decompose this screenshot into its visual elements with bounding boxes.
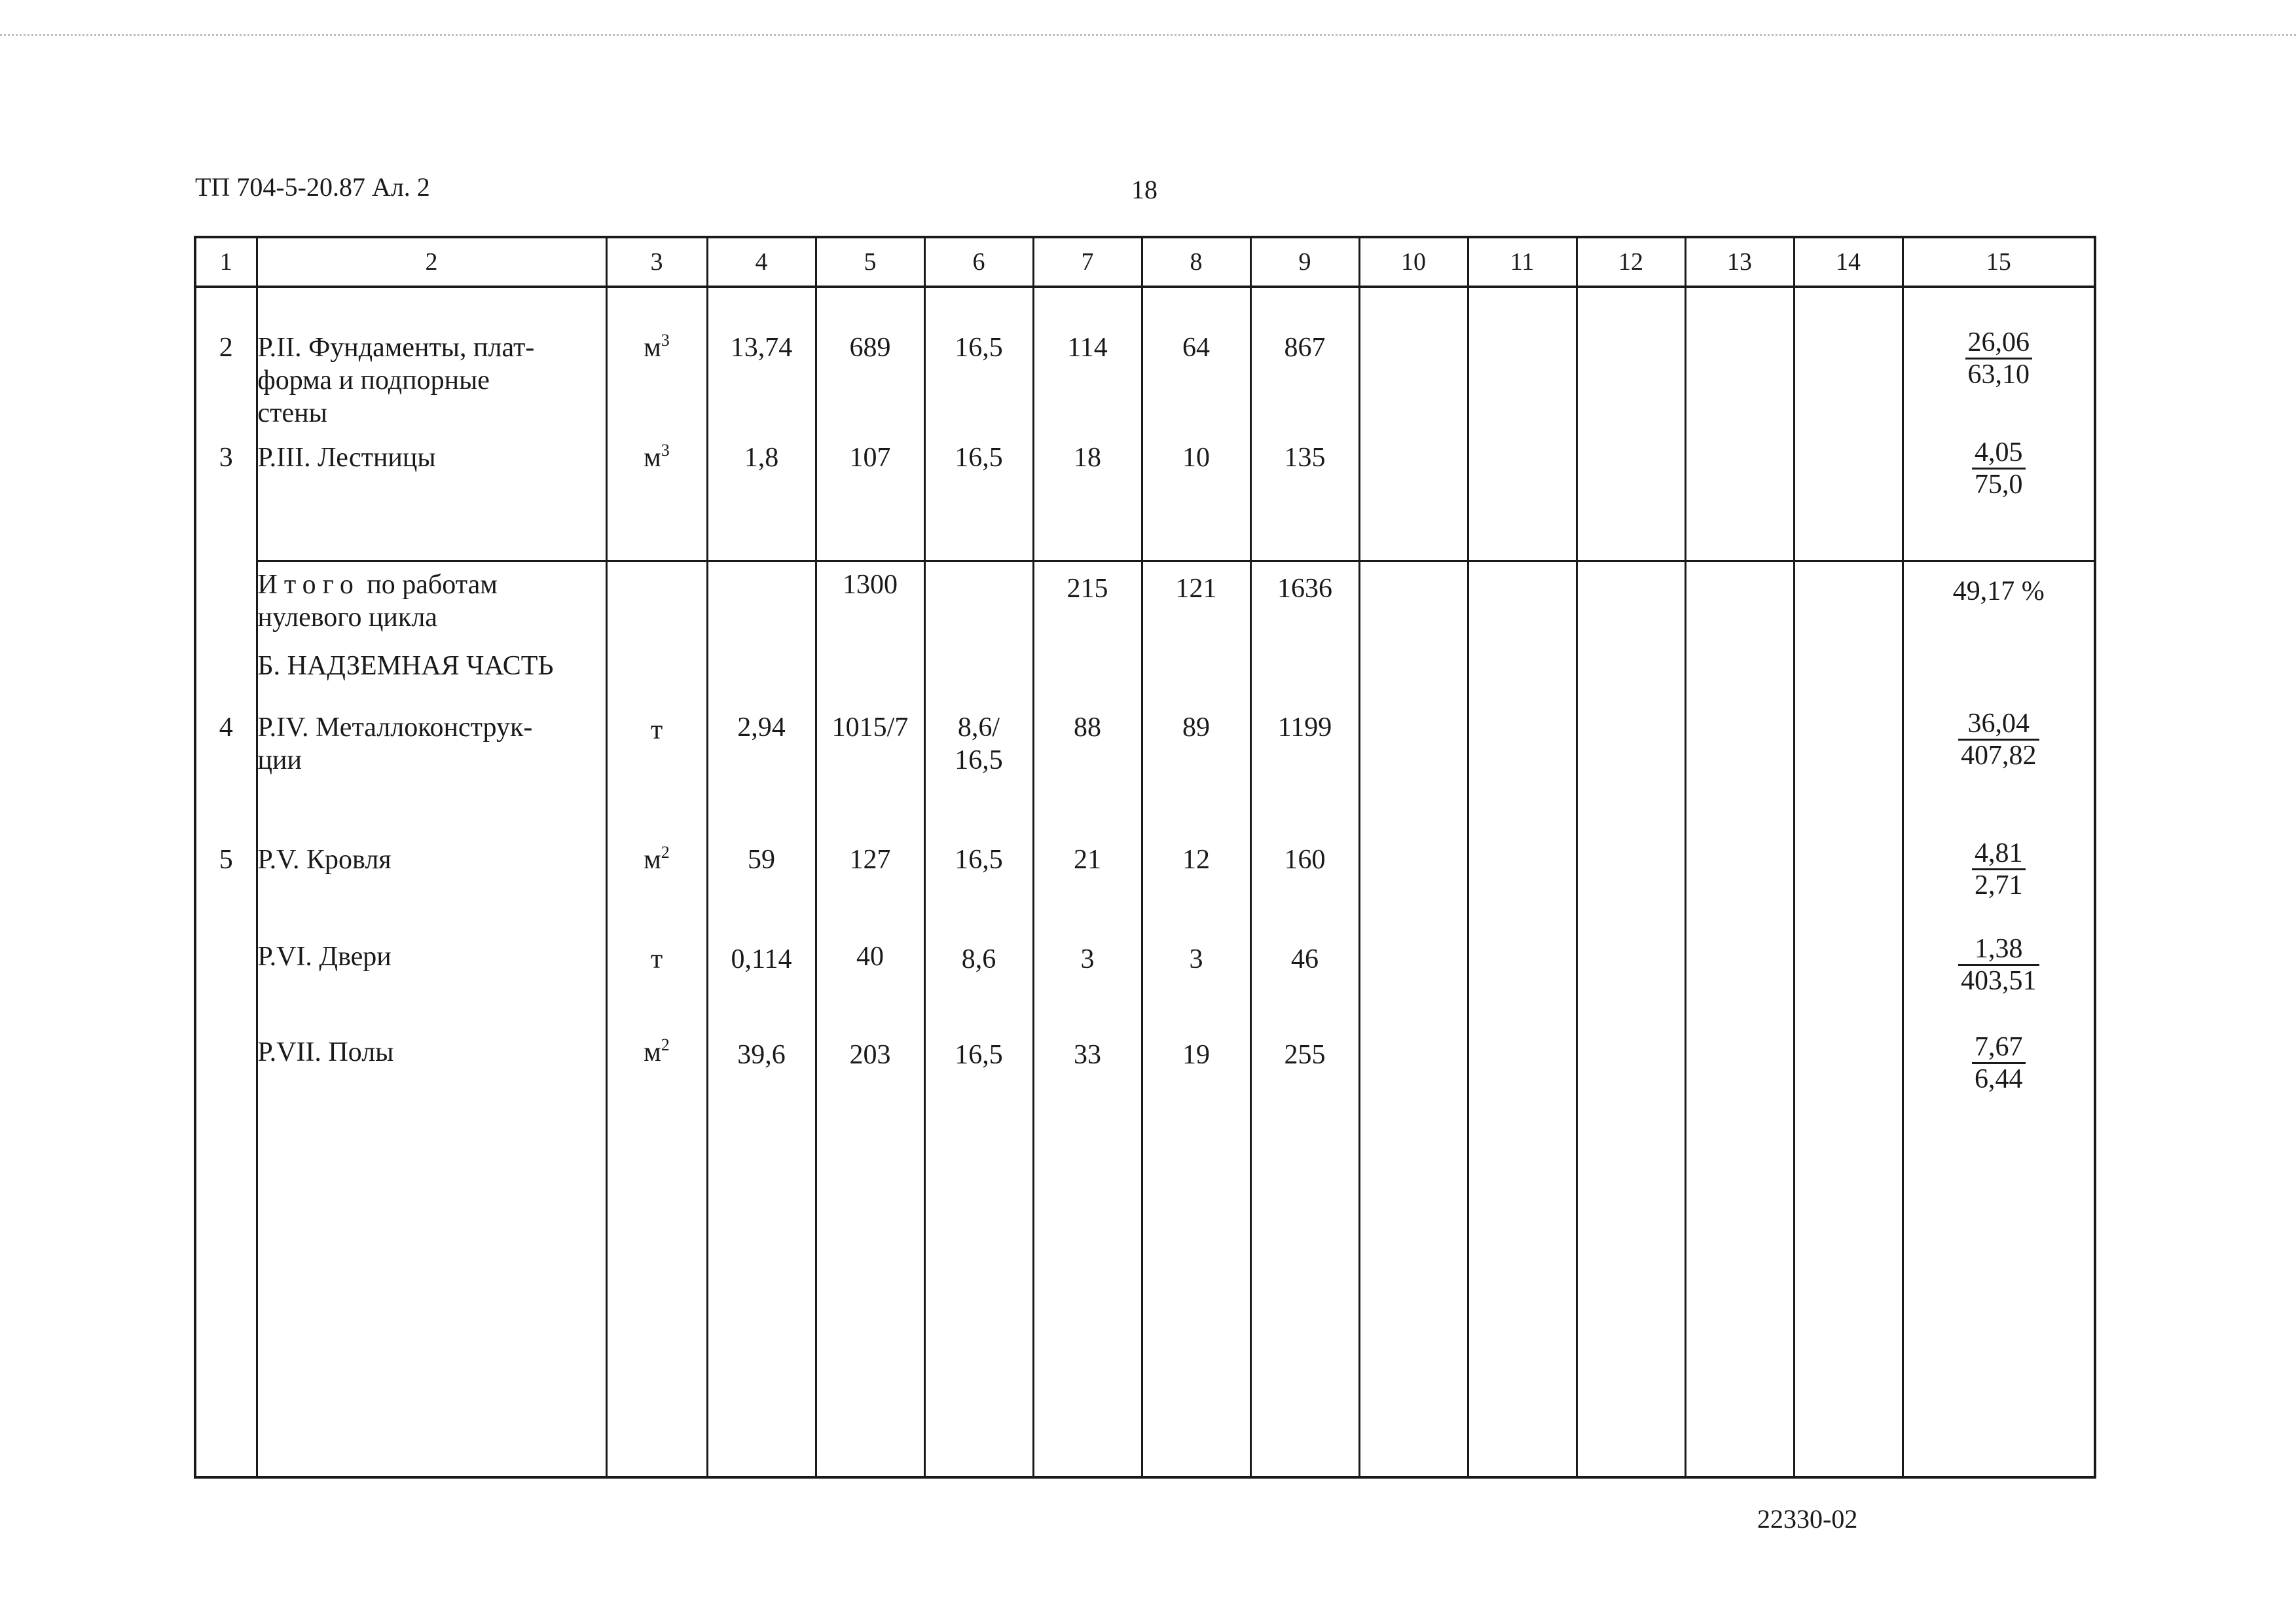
- fraction-denominator: 75,0: [1975, 470, 2023, 500]
- work-name: [257, 1032, 606, 1477]
- empty-cell: [1685, 430, 1794, 561]
- empty-cell: [1685, 692, 1794, 836]
- result-fraction: [1958, 934, 2039, 996]
- result-fraction: [1958, 709, 2039, 771]
- column-header: 10: [1359, 237, 1468, 287]
- result-fraction: [1965, 327, 2033, 390]
- empty-cell: [1468, 836, 1576, 934]
- subtotal-row: [195, 561, 2095, 646]
- empty-cell: [1033, 646, 1142, 692]
- row-number: [195, 1032, 257, 1477]
- column-header: 8: [1142, 237, 1250, 287]
- value-col6: [924, 934, 1033, 1032]
- value-col7: 18: [1033, 430, 1142, 561]
- empty-cell: [1576, 430, 1685, 561]
- value-col6: [924, 561, 1033, 646]
- value-col6-line: 16,5: [955, 1040, 1003, 1070]
- fraction-denominator: 407,82: [1961, 741, 2037, 771]
- work-name-line: Р.III. Лестницы: [257, 443, 436, 473]
- value-col7: 33: [1033, 1032, 1142, 1477]
- row-number: 3: [195, 430, 257, 561]
- table-row: [195, 1032, 2095, 1477]
- value-col9: 1199: [1250, 692, 1359, 836]
- result-fraction: [1972, 437, 2026, 500]
- result-cell: [1903, 287, 2095, 430]
- empty-cell: [1359, 1032, 1468, 1477]
- unit-cell: [606, 561, 707, 646]
- row-number: [195, 561, 257, 646]
- value-col6-line: 8,6: [961, 944, 996, 974]
- empty-cell: [1576, 561, 1685, 646]
- column-header: 14: [1794, 237, 1903, 287]
- empty-cell: [1468, 561, 1576, 646]
- column-header: 13: [1685, 237, 1794, 287]
- column-number-row: [195, 237, 2095, 287]
- result-cell: [1903, 692, 2095, 836]
- fraction-denominator: 403,51: [1961, 966, 2037, 996]
- value-col6-line: 16,5: [955, 845, 1003, 875]
- value-col5: 1015/7: [816, 692, 924, 836]
- table-row: [195, 430, 2095, 561]
- unit-cell: [606, 287, 707, 430]
- table-row: [195, 836, 2095, 934]
- value-col7: 21: [1033, 836, 1142, 934]
- unit-exponent: 3: [661, 441, 670, 460]
- value-col8: 89: [1142, 692, 1250, 836]
- fraction-denominator: 2,71: [1975, 870, 2023, 900]
- quantity: 59: [707, 836, 816, 934]
- row-number: [195, 934, 257, 1032]
- empty-cell: [1142, 646, 1250, 692]
- empty-cell: [1468, 430, 1576, 561]
- column-header: 15: [1903, 237, 2095, 287]
- empty-cell: [606, 646, 707, 692]
- subtotal-label: [257, 561, 606, 646]
- section-row: [195, 646, 2095, 692]
- empty-cell: [1359, 934, 1468, 1032]
- result-cell: [1903, 1032, 2095, 1477]
- table-row: [195, 692, 2095, 836]
- result-cell: [1903, 430, 2095, 561]
- empty-cell: [1685, 836, 1794, 934]
- fraction-numerator: 4,81: [1972, 838, 2026, 870]
- work-name-line: Р.VII. Полы: [257, 1037, 394, 1067]
- value-col6: [924, 287, 1033, 430]
- unit-cell: [606, 430, 707, 561]
- work-name-line: ции: [257, 745, 302, 775]
- subtotal-word: Итого: [257, 569, 360, 600]
- empty-cell: [1794, 287, 1903, 430]
- empty-cell: [1468, 287, 1576, 430]
- value-col6-line: 16,5: [955, 333, 1003, 363]
- value-col5: 107: [816, 430, 924, 561]
- work-name-line: Р.VI. Двери: [257, 942, 392, 972]
- empty-cell: [1576, 692, 1685, 836]
- subtotal-percent: 49,17 %: [1903, 561, 2095, 646]
- table-row: [195, 934, 2095, 1032]
- empty-cell: [1576, 934, 1685, 1032]
- empty-cell: [1359, 561, 1468, 646]
- value-col6-line: 8,6/: [957, 712, 1000, 743]
- empty-cell: [1359, 692, 1468, 836]
- unit-cell: [606, 1032, 707, 1477]
- value-col6: [924, 836, 1033, 934]
- estimate-table: [194, 236, 2096, 1479]
- value-col9: 135: [1250, 430, 1359, 561]
- unit-cell: [606, 692, 707, 836]
- empty-cell: [1794, 1032, 1903, 1477]
- unit: т: [650, 715, 663, 745]
- empty-cell: [1685, 646, 1794, 692]
- value-col9: 160: [1250, 836, 1359, 934]
- value-col8: 3: [1142, 934, 1250, 1032]
- value-col8: 121: [1142, 561, 1250, 646]
- empty-cell: [1359, 430, 1468, 561]
- unit: м: [644, 333, 661, 363]
- empty-cell: [1576, 646, 1685, 692]
- empty-cell: [1685, 934, 1794, 1032]
- empty-cell: [816, 646, 924, 692]
- value-col6-line: 16,5: [955, 745, 1003, 775]
- empty-cell: [1468, 1032, 1576, 1477]
- empty-cell: [1576, 836, 1685, 934]
- empty-cell: [1468, 692, 1576, 836]
- column-header: 7: [1033, 237, 1142, 287]
- value-col8: 12: [1142, 836, 1250, 934]
- column-header: 3: [606, 237, 707, 287]
- quantity: [707, 561, 816, 646]
- quantity: 1,8: [707, 430, 816, 561]
- value-col5: 1300: [816, 561, 924, 646]
- result-fraction: [1972, 1032, 2026, 1094]
- value-col8: 19: [1142, 1032, 1250, 1477]
- section-title: Б. НАДЗЕМНАЯ ЧАСТЬ: [257, 646, 606, 692]
- footer-code: 22330-02: [1757, 1504, 1858, 1534]
- work-name-line: форма и подпорные: [257, 365, 490, 396]
- work-name-line: стены: [257, 398, 327, 428]
- fraction-numerator: 1,38: [1958, 934, 2039, 966]
- empty-cell: [1359, 836, 1468, 934]
- work-name: [257, 287, 606, 430]
- empty-cell: [1794, 934, 1903, 1032]
- unit-exponent: 2: [661, 843, 670, 862]
- empty-cell: [1685, 287, 1794, 430]
- quantity: 2,94: [707, 692, 816, 836]
- result-cell: [1903, 836, 2095, 934]
- subtotal-label-rest: по работам: [367, 569, 498, 600]
- empty-cell: [1794, 646, 1903, 692]
- work-name: [257, 430, 606, 561]
- row-number: 2: [195, 287, 257, 430]
- empty-cell: [1576, 1032, 1685, 1477]
- page-number: 18: [1131, 175, 1157, 204]
- empty-cell: [707, 646, 816, 692]
- value-col6: [924, 430, 1033, 561]
- empty-cell: [1468, 934, 1576, 1032]
- work-name-line: Р.V. Кровля: [257, 845, 392, 875]
- column-header: 11: [1468, 237, 1576, 287]
- empty-cell: [1794, 561, 1903, 646]
- empty-cell: [1359, 646, 1468, 692]
- empty-cell: [1794, 836, 1903, 934]
- value-col6: [924, 1032, 1033, 1477]
- value-col8: 10: [1142, 430, 1250, 561]
- value-col9: 867: [1250, 287, 1359, 430]
- value-col9: 1636: [1250, 561, 1359, 646]
- unit-cell: [606, 934, 707, 1032]
- empty-cell: [1685, 1032, 1794, 1477]
- result-fraction: [1972, 838, 2026, 900]
- value-col5: 127: [816, 836, 924, 934]
- empty-cell: [924, 646, 1033, 692]
- empty-cell: [1250, 646, 1359, 692]
- value-col9: 255: [1250, 1032, 1359, 1477]
- fraction-denominator: 63,10: [1967, 360, 2030, 390]
- table-row: [195, 287, 2095, 430]
- fraction-numerator: 7,67: [1972, 1032, 2026, 1064]
- column-header: 6: [924, 237, 1033, 287]
- work-name-line: Р.II. Фундаменты, плат-: [257, 333, 535, 363]
- value-col5: 40: [816, 934, 924, 1032]
- empty-cell: [195, 646, 257, 692]
- value-col5: 203: [816, 1032, 924, 1477]
- column-header: 1: [195, 237, 257, 287]
- empty-cell: [1468, 646, 1576, 692]
- empty-cell: [1794, 430, 1903, 561]
- unit: м: [644, 443, 661, 473]
- value-col6-line: 16,5: [955, 443, 1003, 473]
- column-header: 12: [1576, 237, 1685, 287]
- value-col7: 215: [1033, 561, 1142, 646]
- work-name-line: Р.IV. Металлоконструк-: [257, 712, 533, 743]
- quantity: 39,6: [707, 1032, 816, 1477]
- document-code: ТП 704-5-20.87 Ал. 2: [195, 172, 430, 202]
- scan-edge-line: [0, 34, 2296, 36]
- fraction-numerator: 26,06: [1965, 327, 2033, 360]
- unit-exponent: 2: [661, 1035, 670, 1054]
- unit: м: [644, 1037, 661, 1067]
- value-col8: 64: [1142, 287, 1250, 430]
- fraction-numerator: 36,04: [1958, 709, 2039, 741]
- value-col7: 114: [1033, 287, 1142, 430]
- work-name: [257, 692, 606, 836]
- empty-cell: [1794, 692, 1903, 836]
- unit: м: [644, 845, 661, 875]
- column-header: 2: [257, 237, 606, 287]
- work-name: [257, 836, 606, 934]
- unit-exponent: 3: [661, 331, 670, 350]
- value-col7: 3: [1033, 934, 1142, 1032]
- value-col7: 88: [1033, 692, 1142, 836]
- fraction-denominator: 6,44: [1975, 1064, 2023, 1094]
- fraction-numerator: 4,05: [1972, 437, 2026, 470]
- value-col6: [924, 692, 1033, 836]
- quantity: 0,114: [707, 934, 816, 1032]
- column-header: 5: [816, 237, 924, 287]
- empty-cell: [1903, 646, 2095, 692]
- unit: т: [650, 944, 663, 974]
- subtotal-label-line: нулевого цикла: [257, 602, 437, 633]
- column-header: 9: [1250, 237, 1359, 287]
- column-header: 4: [707, 237, 816, 287]
- empty-cell: [1576, 287, 1685, 430]
- row-number: 4: [195, 692, 257, 836]
- unit-cell: [606, 836, 707, 934]
- subtotal-label-line: [258, 568, 606, 601]
- row-number: 5: [195, 836, 257, 934]
- empty-cell: [1685, 561, 1794, 646]
- work-name: [257, 934, 606, 1032]
- empty-cell: [1359, 287, 1468, 430]
- value-col5: 689: [816, 287, 924, 430]
- result-cell: [1903, 934, 2095, 1032]
- quantity: 13,74: [707, 287, 816, 430]
- value-col9: 46: [1250, 934, 1359, 1032]
